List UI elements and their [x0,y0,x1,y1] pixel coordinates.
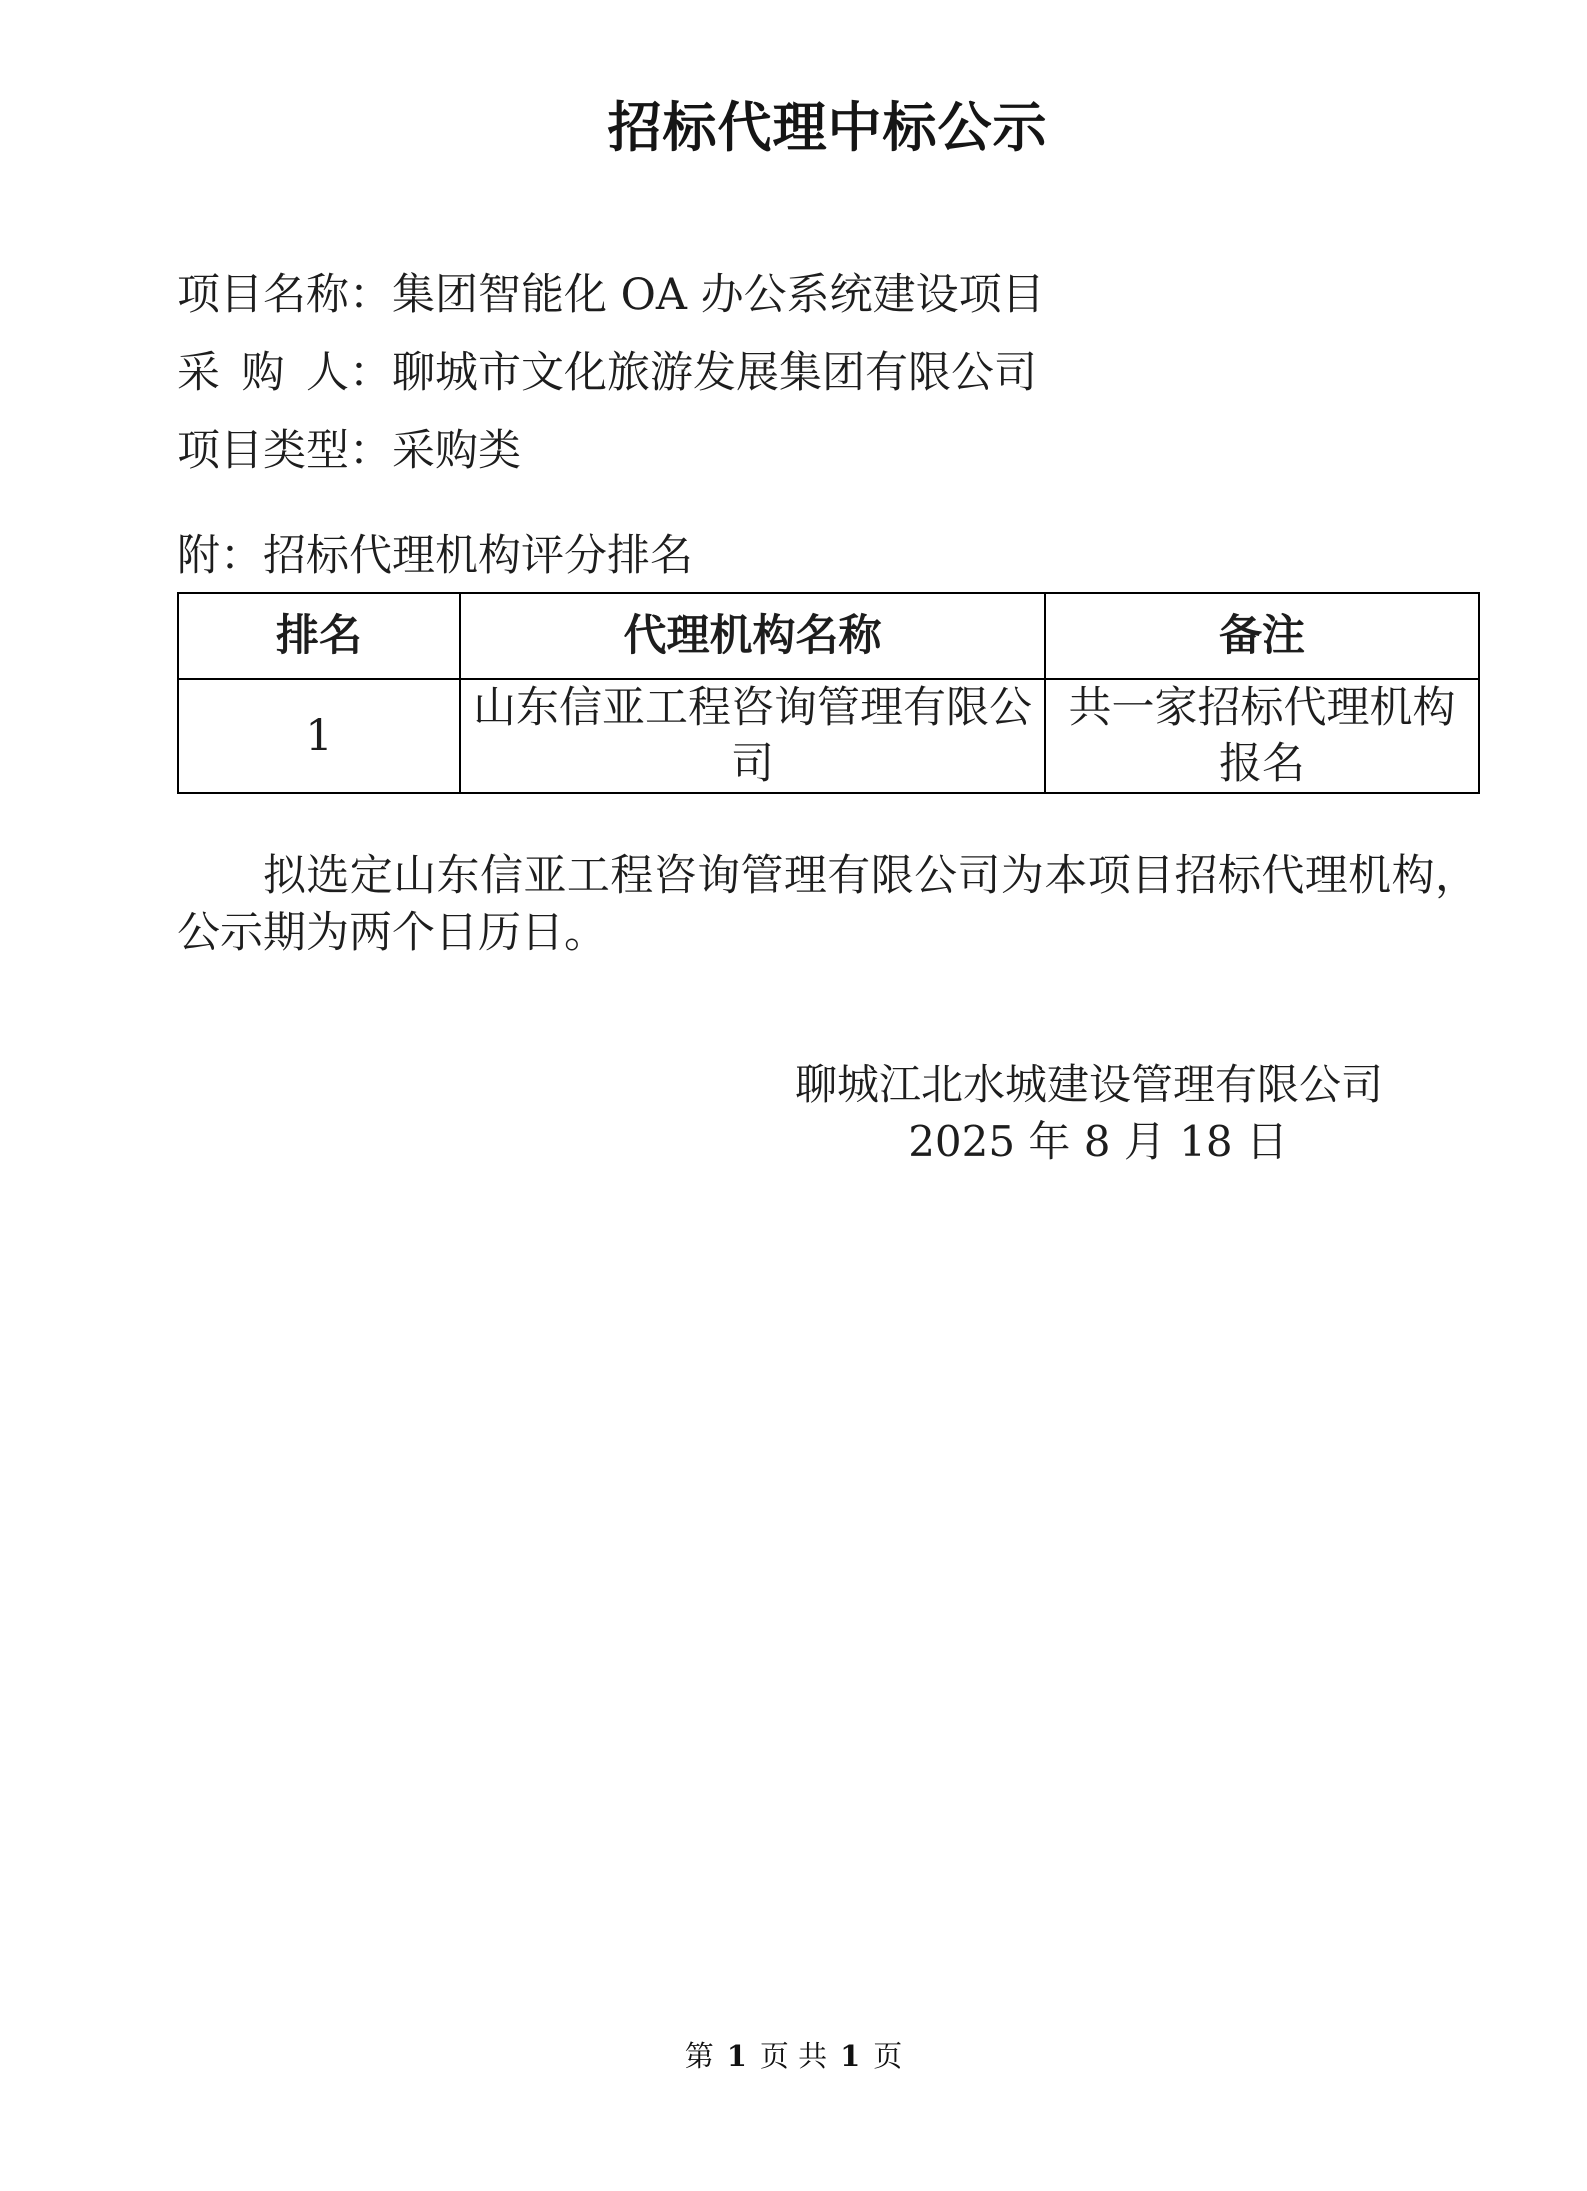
signature-company: 聊城江北水城建设管理有限公司 [794,1060,1383,1109]
info-colon: ： [349,426,392,476]
info-label: 项目名称 [177,270,349,320]
info-block [177,256,1478,490]
footer-total-pages: 1 [840,2039,861,2073]
footer-page-number: 1 [726,2039,747,2073]
info-colon: ： [349,348,392,398]
info-value: 集团智能化 OA 办公系统建设项目 [392,270,1045,320]
page-footer [0,2038,1587,2074]
attachment-heading: 附：招标代理机构评分排名 [177,531,693,581]
cell-rank: 1 [178,679,460,793]
footer-text: 页 [873,2039,903,2073]
table-row [178,679,1479,793]
info-value: 聊城市文化旅游发展集团有限公司 [392,348,1037,398]
body-paragraph: 拟选定山东信亚工程咨询管理有限公司为本项目招标代理机构，公示期为两个日历日。 [177,851,1478,958]
cell-agency: 山东信亚工程咨询管理有限公司 [460,679,1045,793]
header-cell-remark: 备注 [1045,593,1479,679]
document-content [177,94,1478,1170]
document-title: 招标代理中标公示 [607,95,1048,159]
table-header-row [178,593,1479,679]
info-line-project-type [177,412,1478,490]
info-label: 采购人 [177,348,349,398]
agency-score-table [177,592,1480,794]
info-line-project-name [177,256,1478,334]
footer-text: 第 [684,2039,714,2073]
signature-block [177,1056,1478,1170]
header-cell-rank: 排名 [178,593,460,679]
info-line-purchaser [177,334,1478,412]
info-label: 项目类型 [177,426,349,476]
footer-text: 页 共 [759,2039,828,2073]
header-cell-agency: 代理机构名称 [460,593,1045,679]
info-colon: ： [349,270,392,320]
info-value: 采购类 [392,426,521,476]
signature-date: 2025 年 8 月 18 日 [908,1117,1288,1166]
cell-remark: 共一家招标代理机构报名 [1045,679,1479,793]
